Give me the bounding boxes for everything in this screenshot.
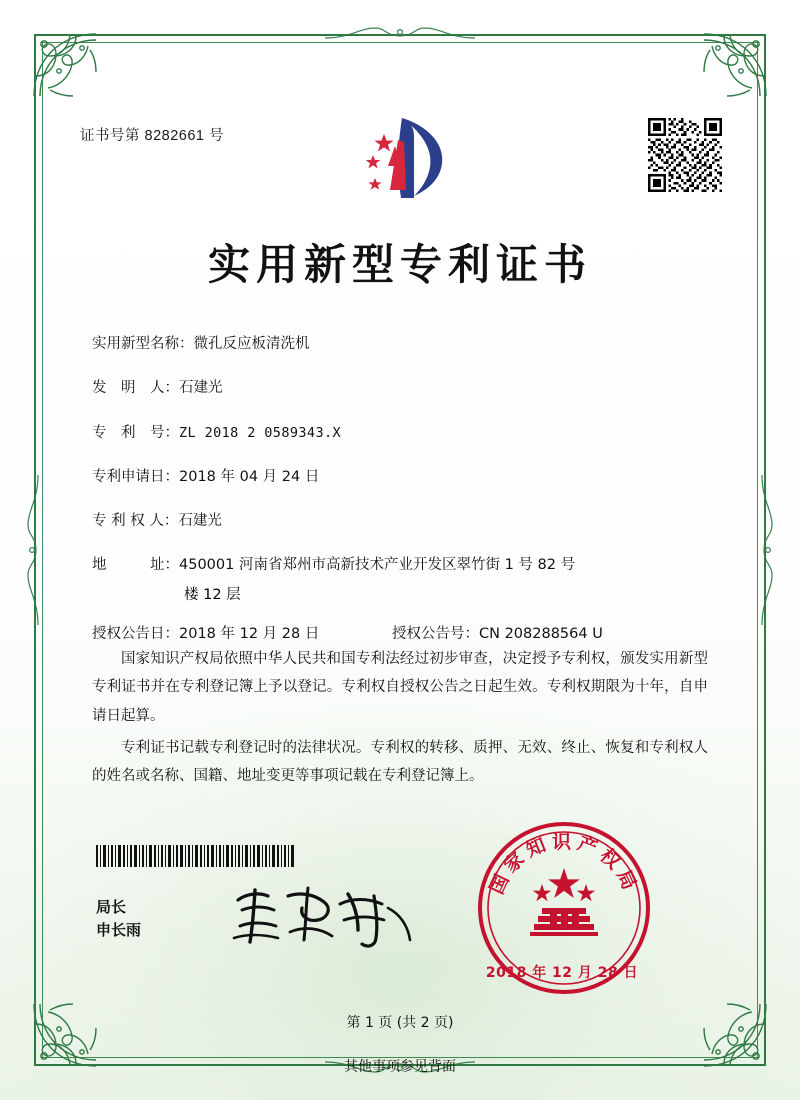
field-label: 实用新型名称： (92, 336, 194, 352)
footer-note: 其他事项参见背面 (344, 1059, 456, 1075)
cnipa-patent-logo-icon (340, 112, 460, 208)
certificate-number: 证书号第 8282661 号 (80, 128, 225, 144)
body-text (92, 645, 708, 794)
field-value: 450001 河南省郑州市高新技术产业开发区翠竹街 1 号 82 号 (179, 557, 576, 574)
field-label: 授权公告号： (392, 626, 479, 642)
page-title: 实用新型专利证书 (207, 240, 592, 289)
barcode-icon (96, 845, 296, 867)
field-label: 专 利 权 人： (92, 513, 179, 529)
field-value: 2018 年 12 月 28 日 (179, 626, 320, 642)
field-grant-row (92, 624, 712, 646)
field-value: 石建光 (179, 380, 223, 397)
field-patent-number (92, 423, 712, 445)
paragraph-2: 专利证书记载专利登记时的法律状况。专利权的转移、质押、无效、终止、恢复和专利权人的姓名或名称、国籍、地址变更等事项记载在专利登记簿上。 (92, 739, 708, 785)
page-number: 第 1 页 (共 2 页) (346, 1015, 454, 1031)
field-label: 专 利 号： (92, 424, 179, 441)
field-label: 授权公告日： (92, 626, 179, 642)
field-label: 地 址： (92, 557, 179, 574)
signature-name: 申长雨 (96, 921, 142, 940)
field-value: 2018 年 04 月 24 日 (179, 468, 320, 485)
field-utility-model-name (92, 334, 712, 356)
paragraph-1: 国家知识产权局依照中华人民共和国专利法经过初步审查，决定授予专利权，颁发实用新型专利证书并在专利登记簿上予以登记。专利权自授权公告之日起生效。专利权期限为十年，自申请日起算。 (92, 651, 708, 724)
qr-code-icon (648, 118, 722, 192)
field-list (92, 334, 712, 668)
field-value: CN 208288564 U (479, 626, 603, 642)
seal-date: 2018 年 12 月 28 日 (485, 965, 639, 981)
edge-ornament-icon (758, 475, 776, 625)
field-grant-date (92, 624, 392, 646)
field-grant-number (392, 624, 712, 646)
edge-ornament-icon (325, 24, 475, 42)
field-value: 微孔反应板清洗机 (193, 336, 310, 352)
field-address (92, 555, 712, 577)
field-application-date (92, 467, 712, 489)
field-label: 专利申请日： (92, 468, 179, 485)
field-inventor (92, 378, 712, 400)
handwritten-signature-icon (228, 880, 418, 952)
signature-block (96, 896, 141, 943)
corner-ornament-icon (696, 26, 774, 104)
corner-ornament-icon (26, 26, 104, 104)
field-patentee (92, 511, 712, 533)
signature-title: 局长 (96, 898, 127, 916)
field-value: 石建光 (178, 513, 222, 529)
field-address-line2: 楼 12 层 (184, 587, 241, 603)
field-label: 发 明 人： (92, 380, 179, 397)
field-value: ZL 2018 2 0589343.X (179, 424, 342, 441)
svg-text:国家知识产权局: 国家知识产权局 (485, 831, 643, 898)
edge-ornament-icon (24, 475, 42, 625)
